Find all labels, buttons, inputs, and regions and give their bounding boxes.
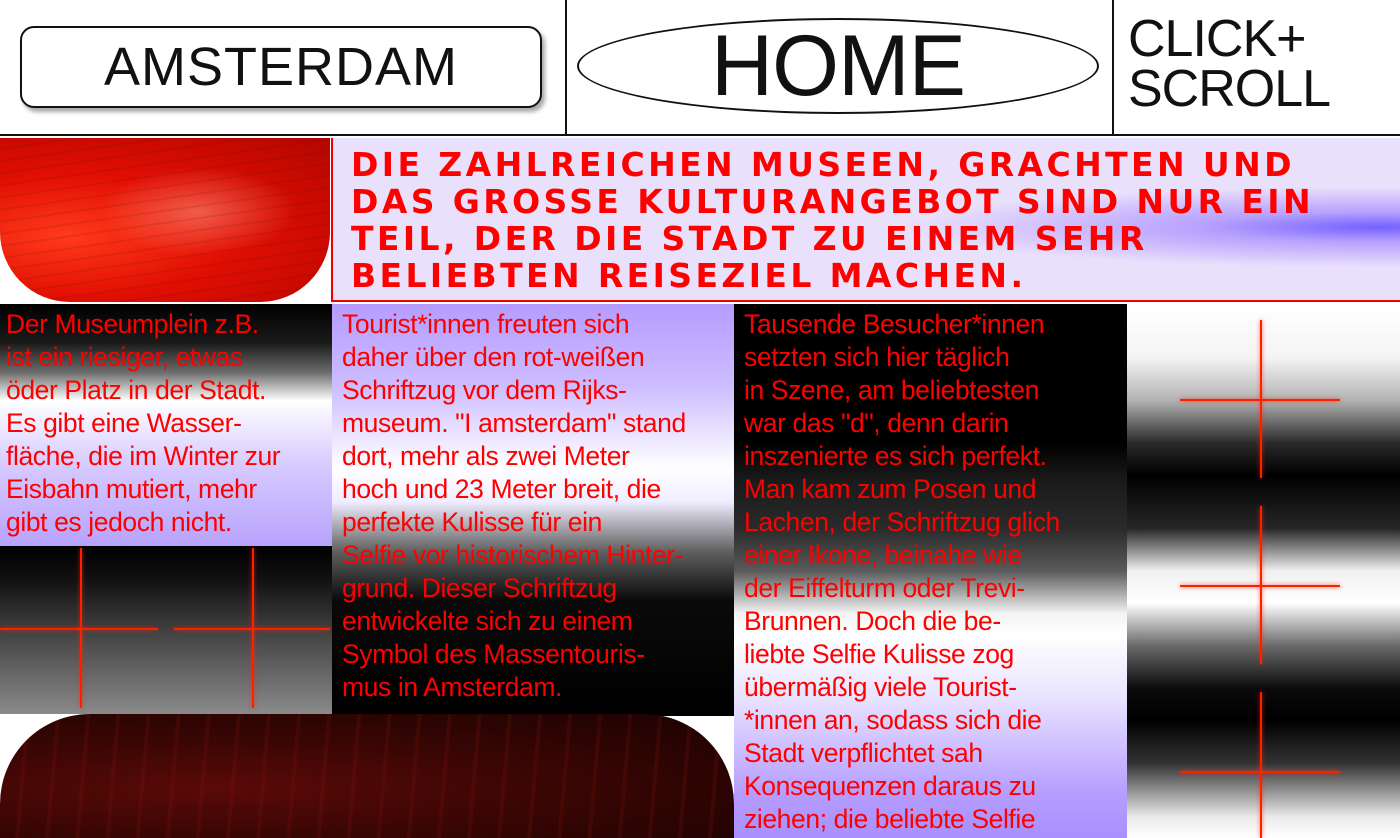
click-label: CLICK+ [1128,10,1306,68]
column-1-text: Der Museumplein z.B. ist ein riesiger, etwas öder Platz in der Stadt. Es gibt eine Wasser- fläche, die im Winter zur Eisbahn mutiert, mehr gibt es jedoch nicht. [6,309,281,537]
dark-red-photo-image [0,714,734,838]
click-scroll-link[interactable] [1128,10,1393,118]
amsterdam-button[interactable]: AMSTERDAM [20,26,542,108]
site-header [0,0,1400,136]
home-button[interactable]: HOME [577,18,1099,114]
red-photo-image [0,138,330,302]
header-divider [565,0,567,136]
scroll-label: SCROLL [1128,60,1331,118]
gradient-panel-right [1127,304,1400,838]
text-column-3 [734,304,1127,838]
header-divider [1112,0,1114,136]
dark-gradient-panel [0,546,332,714]
column-2-text: Tourist*innen freuten sich daher über den rot-weißen Schriftzug vor dem Rijks- museum. "I amsterdam" stand dort, mehr als zwei Meter hoch und 23 Meter breit, die perfekte Kulisse für ein Selfie vor historischem Hinter- grund. Dieser Schriftzug entwickelte sich zu einem Symbol des Massentouris- mus in Amsterdam. [342,309,686,702]
text-column-1 [0,304,332,546]
headline-panel [331,138,1400,302]
column-3-text: Tausende Besucher*innen setzten sich hier täglich in Szene, am beliebtesten war das "d", denn darin inszenierte es sich perfekt. Man kam zum Posen und Lachen, der Schriftzug glich einer Ikone, beinahe wie der Eiffelturm oder Trevi- Brunnen. Doch die be- liebte Selfie Kulisse zog übermäßig viele Tourist- *innen an, sodass sich die Stadt verpflichtet sah Konsequenzen daraus zu ziehen; die beliebte Selfie [744,309,1060,834]
headline-text: DIE ZAHLREICHEN MUSEEN, GRACHTEN UND DAS GROSSE KULTURANGEBOT SIND NUR EIN TEIL, DER DIE STADT ZU EINEM SEHR BELIEBTEN REISEZIEL MACHEN. [351,145,1314,295]
text-column-2 [332,304,734,716]
